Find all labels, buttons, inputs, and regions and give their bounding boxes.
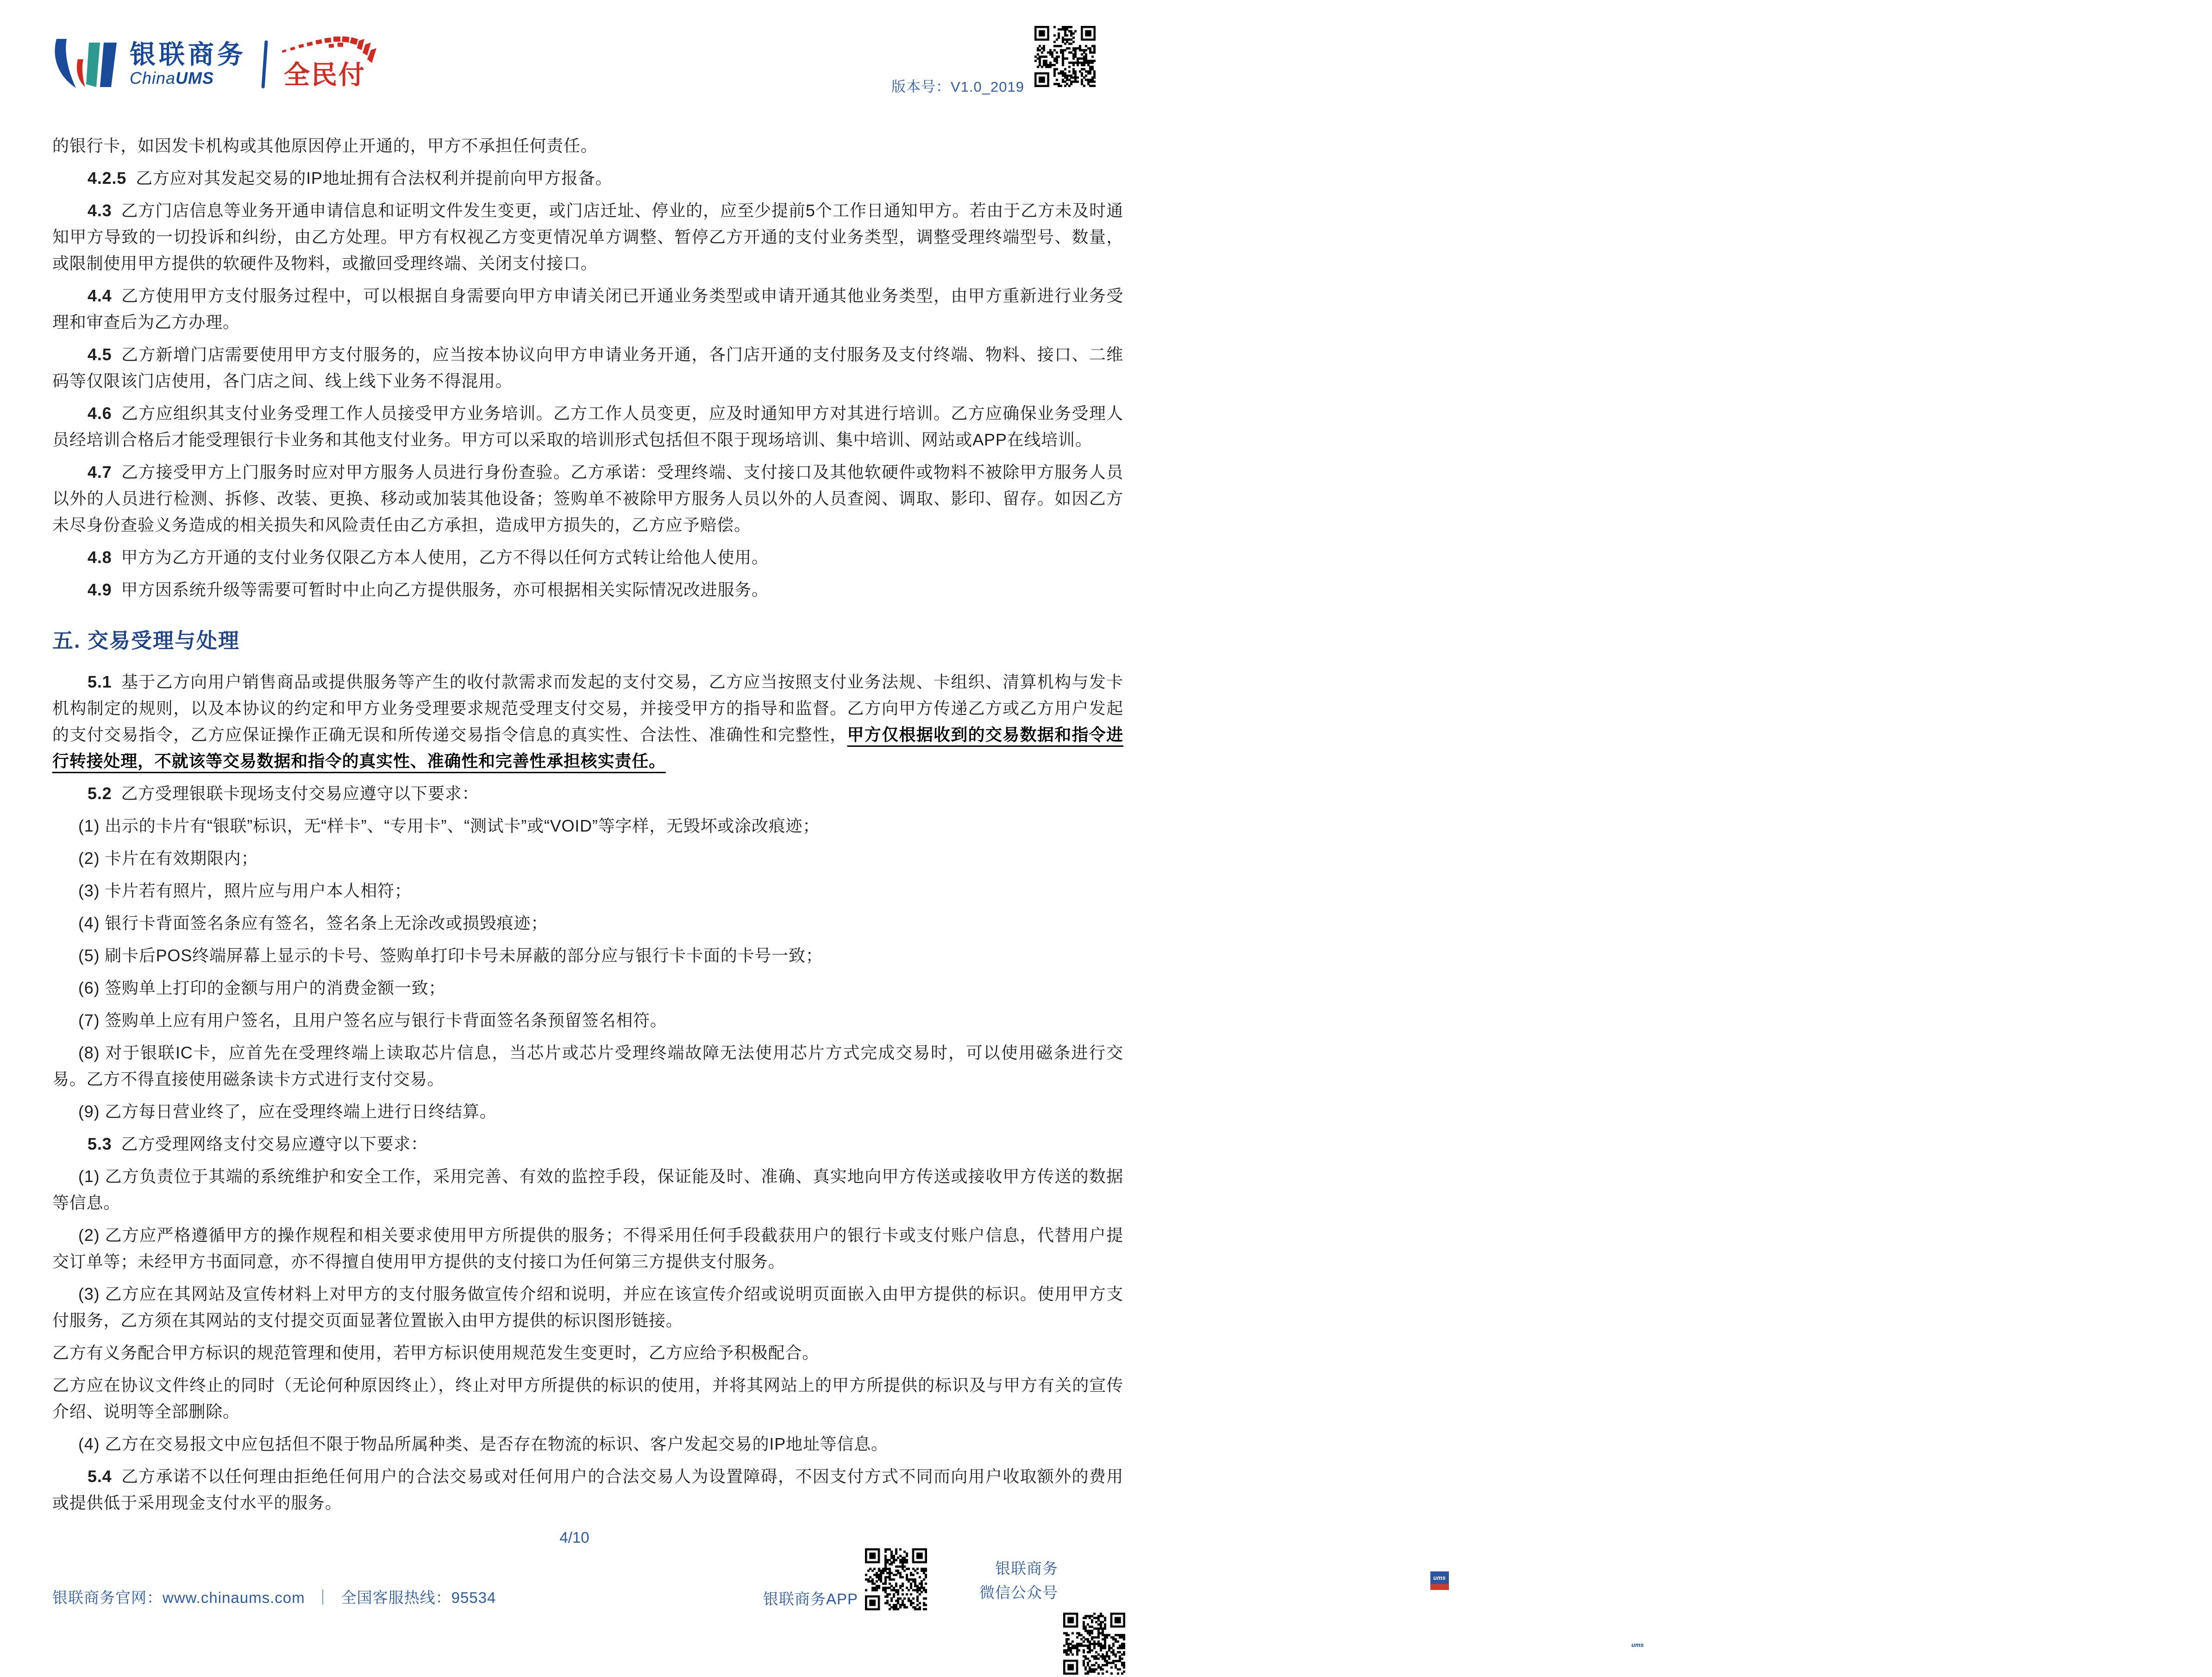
footer-website: 银联商务官网：www.chinaums.com: [52, 1589, 305, 1606]
paragraph: 乙方应在协议文件终止的同时（无论何种原因终止），终止对甲方所提供的标识的使用，并将其网站上的甲方所提供的标识及与甲方有关的宣传介绍、说明等全部删除。: [52, 1376, 1123, 1421]
list-item: (7) 签购单上应有用户签名，且用户签名应与银行卡背面签名条预留签名相符。: [78, 1011, 667, 1030]
brand-name-en: ChinaUMS: [130, 69, 214, 88]
clause-number: 5.1: [88, 672, 112, 691]
header-qr-code: [1034, 26, 1096, 87]
paragraph: 的银行卡，如因发卡机构或其他原因停止开通的，甲方不承担任何责任。: [52, 136, 598, 155]
footer-separator: ｜: [315, 1589, 331, 1606]
clause-number: 5.3: [88, 1134, 112, 1153]
wechat-qr-code: [1063, 1613, 2212, 1677]
paragraph: 5.4 乙方承诺不以任何理由拒绝任何用户的合法交易或对任何用户的合法交易人为设置障碍，不因支付方式不同而向用户收取额外的费用或提供低于采用现金支付水平的服务。: [52, 1467, 1123, 1512]
quanminfu-wordmark: 全民付: [284, 60, 366, 89]
wechat-qr-canvas: [1063, 1613, 1125, 1675]
wechat-qr-label: 银联商务 微信公众号: [979, 1560, 1058, 1601]
brand-text: [130, 41, 246, 88]
version-label: 版本号：V1.0_2019: [891, 79, 1024, 95]
paragraph: 4.5 乙方新增门店需要使用甲方支付服务的，应当按本协议向甲方申请业务开通，各门店开通的支付服务及支付终端、物料、接口、二维码等仅限该门店使用，各门店之间、线上线下业务不得混用。: [52, 345, 1123, 390]
paragraph: 4.2.5 乙方应对其发起交易的IP地址拥有合法权利并提前向甲方报备。: [88, 169, 613, 188]
quanminfu-logo: [280, 37, 380, 92]
clause-number: 4.7: [88, 463, 112, 482]
wechat-qr-logo-icon: ums: [1629, 1636, 1647, 1654]
paragraph: 4.9 甲方因系统升级等需要可暂时中止向乙方提供服务，亦可根据相关实际情况改进服务。: [88, 580, 769, 599]
clause-number: 4.9: [88, 580, 112, 599]
app-qr-label: 银联商务APP: [763, 1590, 858, 1608]
emphasized-clause: 甲方仅根据收到的交易数据和指令进行转接处理，不就该等交易数据和指令的真实性、准确性和完善性承担核实责任。: [52, 725, 1123, 770]
list-item: (2) 卡片在有效期限内；: [78, 849, 258, 868]
list-item: (6) 签购单上打印的金额与用户的消费金额一致；: [78, 978, 446, 997]
footer-contact: [52, 1586, 496, 1608]
paragraph: 5.1 基于乙方向用户销售商品或提供服务等产生的收付款需求而发起的支付交易，乙方应当按照支付业务法规、卡组织、清算机构与发卡机构制定的规则，以及本协议的约定和甲方业务受理要求规范受理支付交易，并接受甲方的指导和监督。乙方向甲方传递乙方或乙方用户发起的支付交易指令，乙方应保证操作正确无误和所传递交易指令信息的真实性、合法性、准确性和完整性，甲方仅根据收到的交易数据和指令进行转接处理，不就该等交易数据和指令的真实性、准确性和完善性承担核实责任。: [52, 672, 1123, 770]
paragraph: 乙方有义务配合甲方标识的规范管理和使用，若甲方标识使用规范发生变更时，乙方应给予积极配合。: [52, 1343, 820, 1362]
clause-number: 4.6: [88, 404, 112, 423]
clause-number: 4.5: [88, 345, 112, 364]
list-item: (4) 银行卡背面签名条应有签名，签名条上无涂改或损毁痕迹；: [78, 914, 548, 932]
list-item: (3) 乙方应在其网站及宣传材料上对甲方的支付服务做宣传介绍和说明，并应在该宣传介绍或说明页面嵌入由甲方提供的标识。使用甲方支付服务，乙方须在其网站的支付提交页面显著位置嵌入由甲方提供的标识图形链接。: [52, 1284, 1123, 1330]
paragraph: 4.6 乙方应组织其支付业务受理工作人员接受甲方业务培训。乙方工作人员变更，应及时通知甲方对其进行培训。乙方应确保业务受理人员经培训合格后才能受理银行卡业务和其他支付业务。甲方可以采取的培训形式包括但不限于现场培训、集中培训、网站或APP在线培训。: [52, 404, 1123, 449]
page-header: [52, 37, 380, 92]
clause-number: 5.4: [88, 1467, 112, 1486]
paragraph: 4.7 乙方接受甲方上门服务时应对甲方服务人员进行身份查验。乙方承诺：受理终端、支付接口及其他软硬件或物料不被除甲方服务人员以外的人员进行检测、拆修、改装、更换、移动或加装其他设备；签购单不被除甲方服务人员以外的人员查阅、调取、影印、留存。如因乙方未尽身份查验义务造成的相关损失和风险责任由乙方承担，造成甲方损失的，乙方应予赔偿。: [52, 463, 1123, 534]
list-item: (8) 对于银联IC卡，应首先在受理终端上读取芯片信息，当芯片或芯片受理终端故障无法使用芯片方式完成交易时，可以使用磁条进行交易。乙方不得直接使用磁条读卡方式进行支付交易。: [52, 1043, 1123, 1089]
list-item: (1) 出示的卡片有“银联”标识，无“样卡”、“专用卡”、“测试卡”或“VOID”等字样，无毁坏或涂改痕迹；: [78, 816, 820, 835]
clause-number: 4.2.5: [88, 169, 127, 188]
list-item: (2) 乙方应严格遵循甲方的操作规程和相关要求使用甲方所提供的服务；不得采用任何手段截获用户的银行卡或支付账户信息，代替用户提交订单等；未经甲方书面同意，亦不得擅自使用甲方提供的支付接口为任何第三方提供支付服务。: [52, 1226, 1123, 1271]
section-heading: 五. 交易受理与处理: [52, 629, 240, 652]
contract-body: [52, 132, 1123, 1516]
paragraph: 5.2 乙方受理银联卡现场支付交易应遵守以下要求：: [88, 784, 479, 803]
paragraph: 4.3 乙方门店信息等业务开通申请信息和证明文件发生变更，或门店迁址、停业的，应至少提前5个工作日通知甲方。若由于乙方未及时通知甲方导致的一切投诉和纠纷，由乙方处理。甲方有权视乙方变更情况单方调整、暂停乙方开通的支付业务类型，调整受理终端型号、数量，或限制使用甲方提供的软硬件及物料，或撤回受理终端、关闭支付接口。: [52, 201, 1123, 273]
clause-number: 4.8: [88, 548, 112, 567]
paragraph: 5.3 乙方受理网络支付交易应遵守以下要求：: [88, 1134, 428, 1153]
clause-number: 4.4: [88, 286, 112, 305]
chinaums-logo-icon: [52, 38, 122, 91]
paragraph: 4.4 乙方使用甲方支付服务过程中，可以根据自身需要向甲方申请关闭已开通业务类型或申请开通其他业务类型，由甲方重新进行业务受理和审查后为乙方办理。: [52, 286, 1123, 332]
list-item: (1) 乙方负责位于其端的系统维护和安全工作，采用完善、有效的监控手段，保证能及时、准确、真实地向甲方传送或接收甲方传送的数据等信息。: [52, 1167, 1123, 1212]
footer-hotline: 全国客服热线：95534: [341, 1589, 496, 1606]
brand-name-cn: 银联商务: [130, 40, 246, 69]
app-qr-canvas: [865, 1548, 927, 1610]
list-item: (9) 乙方每日营业终了，应在受理终端上进行日终结算。: [78, 1102, 497, 1121]
app-icon: ums: [1430, 1571, 1449, 1590]
clause-number: 4.3: [88, 201, 112, 220]
paragraph: 4.8 甲方为乙方开通的支付业务仅限乙方本人使用，乙方不得以任何方式转让给他人使用。: [88, 548, 769, 567]
logo-divider: [261, 40, 268, 88]
list-item: (3) 卡片若有照片，照片应与用户本人相符；: [78, 881, 412, 900]
clause-number: 5.2: [88, 784, 112, 803]
page-number: 4/10: [559, 1529, 589, 1546]
list-item: (4) 乙方在交易报文中应包括但不限于物品所属种类、是否存在物流的标识、客户发起交易的IP地址等信息。: [78, 1434, 888, 1453]
list-item: (5) 刷卡后POS终端屏幕上显示的卡号、签购单打印卡号未屏蔽的部分应与银行卡卡面的卡号一致；: [78, 946, 823, 965]
